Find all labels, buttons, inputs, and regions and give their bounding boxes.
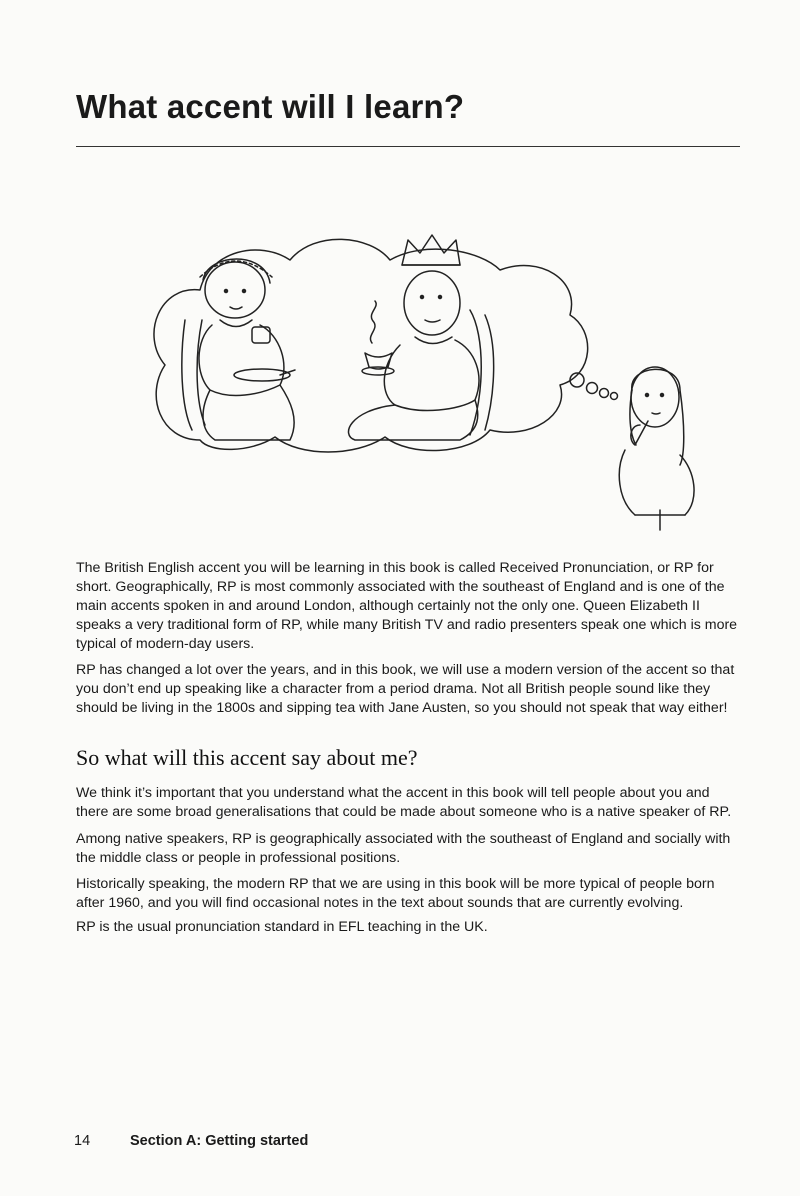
section-label: Section A: Getting started (130, 1133, 309, 1149)
thought-bubble-illustration (140, 225, 720, 535)
sub-paragraph: Among native speakers, RP is geographically associated with the southeast of England and socially with the middle class or people in professional positions. (76, 831, 731, 866)
history-paragraph: RP has changed a lot over the years, and in this book, we will use a modern version of the accent so that you don’t end up speaking like a character from a period drama. Not all British people sound like they should be living in the 1800s and sipping tea with Jane Austen, so you should not speak that way either! (76, 662, 735, 716)
page-number: 14 (74, 1133, 91, 1149)
thought-dot (587, 383, 598, 394)
page-footer (74, 1133, 308, 1149)
intro-paragraph: The British English accent you will be learning in this book is called Received Pronunciation, or RP for short. Geographically, RP is most commonly associated with the southeast of England and is one of the main accents spoken in and around London, although certainly not the only one. Queen Elizabeth II speaks a very traditional form of RP, while many British TV and radio presenters speak one which is more typical of modern-day users. (76, 560, 738, 652)
thinking-girl-figure (619, 367, 694, 530)
queen-figure (348, 235, 493, 440)
period-lady-figure (182, 259, 295, 440)
thought-dot (600, 389, 609, 398)
section-subheading: So what will this accent say about me? (76, 745, 418, 770)
thought-cloud (154, 239, 588, 452)
sub-paragraph: We think it’s important that you understand what the accent in this book will tell people about you and there are some broad generalisations that could be made about someone who is a native speaker of RP. (76, 785, 732, 820)
sub-paragraph: Historically speaking, the modern RP that we are using in this book will be more typical of people born after 1960, and you will find occasional notes in the text about sounds that are currently evolving. (76, 876, 715, 911)
sub-paragraph: RP is the usual pronunciation standard in EFL teaching in the UK. (76, 919, 488, 935)
thought-dot (611, 393, 618, 400)
page-title: What accent will I learn? (76, 88, 465, 125)
title-rule (76, 146, 740, 147)
